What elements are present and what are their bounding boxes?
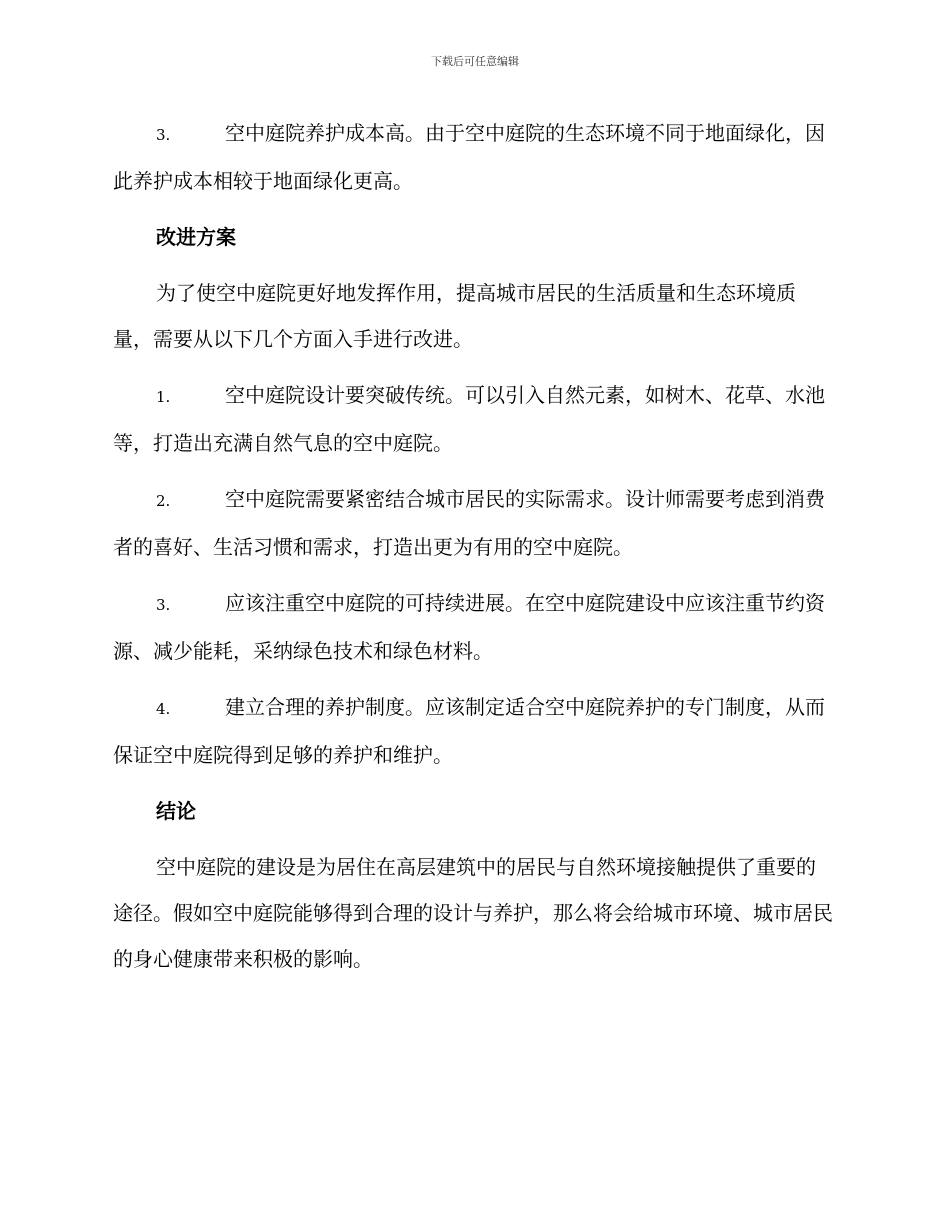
list-item-text: 空中庭院设计要突破传统。可以引入自然元素，如树木、花草、水池等，打造出充满自然气息的空中庭院。 xyxy=(113,383,825,455)
list-number: 2. xyxy=(156,492,171,510)
list-item-text: 空中庭院养护成本高。由于空中庭院的生态环境不同于地面绿化，因此养护成本相较于地面绿化更高。 xyxy=(113,121,825,193)
list-item xyxy=(113,580,835,674)
list-number: 3. xyxy=(156,596,171,614)
list-number: 1. xyxy=(156,388,171,406)
list-item-text: 建立合理的养护制度。应该制定适合空中庭院养护的专门制度，从而保证空中庭院得到足够的养护和维护。 xyxy=(113,695,825,767)
paragraph: 为了使空中庭院更好地发挥作用，提高城市居民的生活质量和生态环境质量，需要从以下几个方面入手进行改进。 xyxy=(113,281,796,351)
list-item xyxy=(113,476,835,570)
document-body xyxy=(113,110,835,992)
section-heading-conclusion: 结论 xyxy=(156,799,196,823)
section-heading-improvements: 改进方案 xyxy=(156,225,236,249)
list-item-text: 应该注重空中庭院的可持续进展。在空中庭院建设中应该注重节约资源、减少能耗，采纳绿色技术和绿色材料。 xyxy=(113,591,825,663)
list-item xyxy=(113,110,835,204)
list-number: 3. xyxy=(156,126,171,144)
list-number: 4. xyxy=(156,700,171,718)
list-item xyxy=(113,684,835,778)
page-header: 下载后可任意编辑 xyxy=(431,55,519,68)
list-item xyxy=(113,372,835,466)
list-item-text: 空中庭院需要紧密结合城市居民的实际需求。设计师需要考虑到消费者的喜好、生活习惯和需求，打造出更为有用的空中庭院。 xyxy=(113,487,825,559)
paragraph: 空中庭院的建设是为居住在高层建筑中的居民与自然环境接触提供了重要的途径。假如空中庭院能够得到合理的设计与养护，那么将会给城市环境、城市居民的身心健康带来积极的影响。 xyxy=(113,855,833,971)
